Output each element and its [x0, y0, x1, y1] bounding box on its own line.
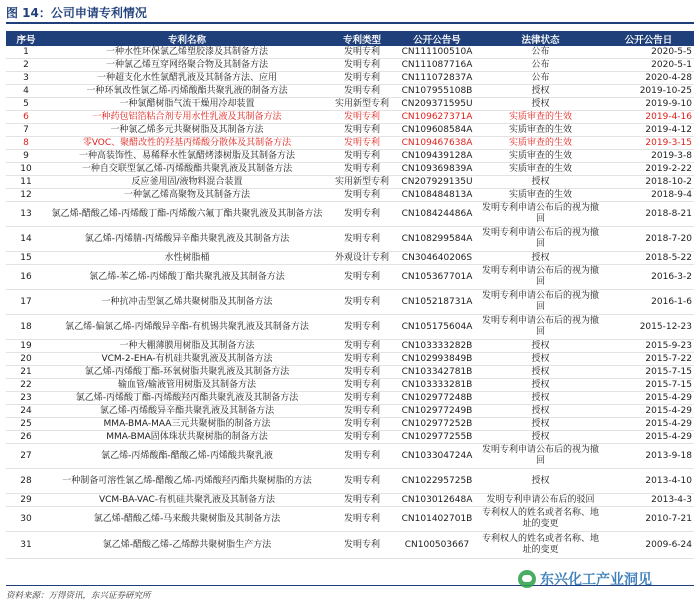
cell-pub-no: CN109369839A — [396, 163, 478, 176]
cell-pub-no: CN108484813A — [396, 189, 478, 202]
cell-type: 发明专利 — [328, 163, 396, 176]
cell-date: 2010-7-21 — [603, 507, 694, 532]
cell-name: 一种超支化水性氯醋乳液及其制备方法、应用 — [46, 72, 328, 85]
table-row — [6, 379, 694, 392]
table-row — [6, 59, 694, 72]
cell-pub-no: CN102295725B — [396, 469, 478, 494]
cell-pub-no: CN105218731A — [396, 290, 478, 315]
cell-type: 发明专利 — [328, 340, 396, 353]
cell-pub-no: CN109467638A — [396, 137, 478, 150]
cell-name: 一种水性环保氯乙烯塑胶漆及其制备方法 — [46, 46, 328, 59]
cell-no: 19 — [6, 340, 46, 353]
cell-date: 2015-4-29 — [603, 418, 694, 431]
cell-type: 发明专利 — [328, 46, 396, 59]
cell-no: 14 — [6, 227, 46, 252]
cell-type: 发明专利 — [328, 532, 396, 559]
cell-status: 公布 — [478, 46, 603, 59]
cell-date: 2015-4-29 — [603, 392, 694, 405]
table-row — [6, 227, 694, 252]
cell-status: 发明专利申请公布后的视为撤回 — [478, 202, 603, 227]
cell-status: 授权 — [478, 340, 603, 353]
cell-name: VCM-BA-VAC-有机硅共聚乳液及其制备方法 — [46, 494, 328, 507]
cell-date: 2015-7-15 — [603, 379, 694, 392]
cell-type: 发明专利 — [328, 72, 396, 85]
table-row — [6, 366, 694, 379]
cell-status: 发明专利申请公布后的视为撤回 — [478, 265, 603, 290]
cell-no: 12 — [6, 189, 46, 202]
cell-no: 5 — [6, 98, 46, 111]
cell-date: 2015-4-29 — [603, 431, 694, 444]
table-body — [6, 46, 694, 559]
cell-status: 发明专利申请公布后的视为撤回 — [478, 290, 603, 315]
table-row — [6, 124, 694, 137]
cell-type: 发明专利 — [328, 111, 396, 124]
cell-type: 发明专利 — [328, 290, 396, 315]
cell-status: 实质审查的生效 — [478, 111, 603, 124]
cell-no: 24 — [6, 405, 46, 418]
cell-date: 2013-4-10 — [603, 469, 694, 494]
cell-date: 2018-7-20 — [603, 227, 694, 252]
cell-date: 2018-10-2 — [603, 176, 694, 189]
table-row — [6, 431, 694, 444]
cell-date: 2018-9-4 — [603, 189, 694, 202]
table-row — [6, 202, 694, 227]
cell-name: 氯乙烯-醋酸乙烯-丙烯酸丁酯-丙烯酸六氟丁酯共聚乳液及其制备方法 — [46, 202, 328, 227]
cell-name: 氯乙烯-丙烯酸异辛酯共聚乳液及其制备方法 — [46, 405, 328, 418]
cell-pub-no: CN109608584A — [396, 124, 478, 137]
cell-name: 一种药包铝箔粘合剂专用水性乳液及其制备方法 — [46, 111, 328, 124]
cell-date: 2020-4-28 — [603, 72, 694, 85]
cell-no: 8 — [6, 137, 46, 150]
cell-name: 一种氯醋树脂气流干燥用冷却装置 — [46, 98, 328, 111]
cell-type: 发明专利 — [328, 379, 396, 392]
table-row — [6, 252, 694, 265]
cell-name: 氯乙烯-醋酸乙烯-乙烯醇共聚树脂生产方法 — [46, 532, 328, 559]
cell-status: 授权 — [478, 366, 603, 379]
cell-no: 10 — [6, 163, 46, 176]
cell-no: 22 — [6, 379, 46, 392]
cell-type: 发明专利 — [328, 315, 396, 340]
cell-name: 一种氯乙烯高聚物及其制备方法 — [46, 189, 328, 202]
cell-no: 4 — [6, 85, 46, 98]
cell-name: 输血管/输液管用树脂及其制备方法 — [46, 379, 328, 392]
cell-name: VCM-2-EHA-有机硅共聚乳液及其制备方法 — [46, 353, 328, 366]
cell-type: 发明专利 — [328, 265, 396, 290]
watermark-text: 东兴化工产业洞见 — [540, 572, 652, 588]
cell-type: 发明专利 — [328, 59, 396, 72]
cell-date: 2019-4-16 — [603, 111, 694, 124]
cell-pub-no: CN209371595U — [396, 98, 478, 111]
cell-pub-no: CN103342781B — [396, 366, 478, 379]
table-header-row — [6, 31, 694, 46]
cell-type: 发明专利 — [328, 137, 396, 150]
cell-type: 外观设计专利 — [328, 252, 396, 265]
cell-pub-no: CN111087716A — [396, 59, 478, 72]
header-pub-no: 公开公告号 — [396, 31, 478, 46]
cell-pub-no: CN107955108B — [396, 85, 478, 98]
cell-name: 零VOC、聚醋改性的羟基丙烯酸分散体及其制备方法 — [46, 137, 328, 150]
table-row — [6, 163, 694, 176]
cell-no: 9 — [6, 150, 46, 163]
cell-pub-no: CN105367701A — [396, 265, 478, 290]
cell-no: 13 — [6, 202, 46, 227]
cell-no: 3 — [6, 72, 46, 85]
cell-date: 2019-3-15 — [603, 137, 694, 150]
cell-pub-no: CN102993849B — [396, 353, 478, 366]
cell-name: 一种环氧改性氯乙烯-丙烯酸酯共聚乳液的制备方法 — [46, 85, 328, 98]
table-row — [6, 189, 694, 202]
cell-type: 发明专利 — [328, 392, 396, 405]
cell-status: 授权 — [478, 353, 603, 366]
cell-date: 2016-3-2 — [603, 265, 694, 290]
cell-pub-no: CN102977249B — [396, 405, 478, 418]
cell-status: 发明专利申请公布后的视为撤回 — [478, 315, 603, 340]
cell-no: 29 — [6, 494, 46, 507]
cell-date: 2013-4-3 — [603, 494, 694, 507]
cell-no: 27 — [6, 444, 46, 469]
cell-name: 氯乙烯-丙烯腈-丙烯酸异辛酯共聚乳液及其制备方法 — [46, 227, 328, 252]
table-row — [6, 98, 694, 111]
table-row — [6, 111, 694, 124]
cell-type: 发明专利 — [328, 418, 396, 431]
cell-name: 一种高装饰性、易稀释水性氯醋烤漆树脂及其制备方法 — [46, 150, 328, 163]
cell-date: 2020-5-5 — [603, 46, 694, 59]
cell-pub-no: CN207929135U — [396, 176, 478, 189]
cell-date: 2015-12-23 — [603, 315, 694, 340]
table-row — [6, 494, 694, 507]
cell-status: 公布 — [478, 59, 603, 72]
cell-no: 16 — [6, 265, 46, 290]
cell-no: 2 — [6, 59, 46, 72]
cell-status: 发明专利申请公布后的视为撤回 — [478, 227, 603, 252]
cell-date: 2009-6-24 — [603, 532, 694, 559]
cell-name: 一种大棚薄膜用树脂及其制备方法 — [46, 340, 328, 353]
cell-name: 氯乙烯-丙烯酸丁酯-丙烯酸羟丙酯共聚乳液及其制备方法 — [46, 392, 328, 405]
table-row — [6, 353, 694, 366]
cell-pub-no: CN109439128A — [396, 150, 478, 163]
table-row — [6, 85, 694, 98]
cell-pub-no: CN102977248B — [396, 392, 478, 405]
cell-status: 授权 — [478, 418, 603, 431]
cell-no: 6 — [6, 111, 46, 124]
cell-no: 1 — [6, 46, 46, 59]
cell-name: 氯乙烯-偏氯乙烯-丙烯酸异辛酯-有机锡共聚乳液及其制备方法 — [46, 315, 328, 340]
table-row — [6, 392, 694, 405]
cell-type: 发明专利 — [328, 366, 396, 379]
cell-pub-no: CN100503667 — [396, 532, 478, 559]
cell-date: 2013-9-18 — [603, 444, 694, 469]
cell-name: 氯乙烯-苯乙烯-丙烯酸丁酯共聚乳液及其制备方法 — [46, 265, 328, 290]
table-row — [6, 444, 694, 469]
cell-no: 28 — [6, 469, 46, 494]
cell-pub-no: CN105175604A — [396, 315, 478, 340]
cell-status: 授权 — [478, 431, 603, 444]
cell-pub-no: CN102977255B — [396, 431, 478, 444]
cell-pub-no: CN111072837A — [396, 72, 478, 85]
cell-status: 授权 — [478, 379, 603, 392]
cell-type: 发明专利 — [328, 469, 396, 494]
header-name: 专利名称 — [46, 31, 328, 46]
cell-type: 实用新型专利 — [328, 176, 396, 189]
cell-pub-no: CN109627371A — [396, 111, 478, 124]
cell-no: 17 — [6, 290, 46, 315]
cell-no: 20 — [6, 353, 46, 366]
cell-no: 11 — [6, 176, 46, 189]
cell-type: 发明专利 — [328, 189, 396, 202]
cell-pub-no: CN304640206S — [396, 252, 478, 265]
cell-status: 授权 — [478, 85, 603, 98]
cell-no: 31 — [6, 532, 46, 559]
header-type: 专利类型 — [328, 31, 396, 46]
cell-status: 专利权人的姓名或者名称、地址的变更 — [478, 507, 603, 532]
cell-pub-no: CN108299584A — [396, 227, 478, 252]
figure-title-bar — [6, 2, 694, 24]
wechat-icon — [518, 570, 536, 588]
patent-table — [6, 31, 694, 559]
cell-date: 2019-10-25 — [603, 85, 694, 98]
cell-date: 2015-7-22 — [603, 353, 694, 366]
cell-type: 发明专利 — [328, 353, 396, 366]
cell-name: 一种氯乙烯多元共聚树脂及其制备方法 — [46, 124, 328, 137]
cell-name: 一种氯乙烯互穿网络聚合物及其制备方法 — [46, 59, 328, 72]
cell-status: 发明专利申请公布后的驳回 — [478, 494, 603, 507]
cell-status: 实质审查的生效 — [478, 124, 603, 137]
table-row — [6, 265, 694, 290]
table-row — [6, 340, 694, 353]
cell-date: 2019-4-12 — [603, 124, 694, 137]
cell-date: 2015-4-29 — [603, 405, 694, 418]
cell-no: 30 — [6, 507, 46, 532]
cell-type: 发明专利 — [328, 507, 396, 532]
cell-no: 15 — [6, 252, 46, 265]
cell-type: 发明专利 — [328, 494, 396, 507]
table-row — [6, 418, 694, 431]
table-row — [6, 315, 694, 340]
cell-pub-no: CN103012648A — [396, 494, 478, 507]
cell-type: 发明专利 — [328, 150, 396, 163]
table-row — [6, 72, 694, 85]
cell-name: 水性树脂桶 — [46, 252, 328, 265]
cell-status: 发明专利申请公布后的视为撤回 — [478, 444, 603, 469]
cell-no: 26 — [6, 431, 46, 444]
cell-name: 一种制备可溶性氯乙烯-醋酸乙烯-丙烯酸羟丙酯共聚树脂的方法 — [46, 469, 328, 494]
cell-status: 授权 — [478, 252, 603, 265]
cell-date: 2018-8-21 — [603, 202, 694, 227]
cell-name: MMA-BMA-MAA三元共聚树脂的制备方法 — [46, 418, 328, 431]
header-date: 公开公告日 — [603, 31, 694, 46]
cell-date: 2019-9-10 — [603, 98, 694, 111]
cell-date: 2015-9-23 — [603, 340, 694, 353]
table-row — [6, 137, 694, 150]
cell-status: 授权 — [478, 392, 603, 405]
cell-status: 专利权人的姓名或者名称、地址的变更 — [478, 532, 603, 559]
cell-pub-no: CN108424486A — [396, 202, 478, 227]
cell-status: 实质审查的生效 — [478, 189, 603, 202]
cell-type: 发明专利 — [328, 85, 396, 98]
cell-date: 2016-1-6 — [603, 290, 694, 315]
cell-no: 25 — [6, 418, 46, 431]
cell-pub-no: CN103333282B — [396, 340, 478, 353]
cell-status: 授权 — [478, 98, 603, 111]
cell-date: 2019-3-8 — [603, 150, 694, 163]
table-row — [6, 150, 694, 163]
table-row — [6, 176, 694, 189]
cell-name: 氯乙烯-丙烯酸丁酯-环氧树脂共聚乳液及其制备方法 — [46, 366, 328, 379]
cell-date: 2019-2-22 — [603, 163, 694, 176]
cell-name: MMA-BMA固体珠状共聚树脂的制备方法 — [46, 431, 328, 444]
cell-type: 发明专利 — [328, 431, 396, 444]
cell-type: 发明专利 — [328, 227, 396, 252]
cell-date: 2020-5-1 — [603, 59, 694, 72]
cell-name: 氯乙烯-醋酸乙烯-马来酸共聚树脂及其制备方法 — [46, 507, 328, 532]
cell-type: 发明专利 — [328, 124, 396, 137]
table-row — [6, 469, 694, 494]
cell-no: 18 — [6, 315, 46, 340]
cell-type: 发明专利 — [328, 202, 396, 227]
source-note: 资料来源：万得资讯，东兴证券研究所 — [6, 591, 151, 601]
cell-pub-no: CN103304724A — [396, 444, 478, 469]
cell-status: 实质审查的生效 — [478, 137, 603, 150]
table-row — [6, 290, 694, 315]
header-status: 法律状态 — [478, 31, 603, 46]
cell-name: 氯乙烯-丙烯酸酯-醋酸乙烯-丙烯酸共聚乳液 — [46, 444, 328, 469]
cell-status: 实质审查的生效 — [478, 150, 603, 163]
header-no: 序号 — [6, 31, 46, 46]
cell-date: 2015-7-15 — [603, 366, 694, 379]
cell-pub-no: CN111100510A — [396, 46, 478, 59]
table-row — [6, 532, 694, 559]
cell-type: 发明专利 — [328, 405, 396, 418]
figure-title: 图 14：公司申请专利情况 — [6, 6, 147, 20]
cell-no: 21 — [6, 366, 46, 379]
cell-status: 实质审查的生效 — [478, 163, 603, 176]
cell-type: 实用新型专利 — [328, 98, 396, 111]
cell-status: 授权 — [478, 405, 603, 418]
cell-name: 反应釜用固/液物料混合装置 — [46, 176, 328, 189]
watermark — [518, 568, 652, 590]
cell-status: 授权 — [478, 469, 603, 494]
cell-name: 一种抗冲击型氯乙烯共聚树脂及其制备方法 — [46, 290, 328, 315]
cell-type: 发明专利 — [328, 444, 396, 469]
cell-pub-no: CN101402701B — [396, 507, 478, 532]
cell-no: 7 — [6, 124, 46, 137]
cell-pub-no: CN102977252B — [396, 418, 478, 431]
cell-pub-no: CN103333281B — [396, 379, 478, 392]
table-row — [6, 405, 694, 418]
cell-date: 2018-5-22 — [603, 252, 694, 265]
cell-no: 23 — [6, 392, 46, 405]
cell-status: 公布 — [478, 72, 603, 85]
table-row — [6, 46, 694, 59]
cell-status: 授权 — [478, 176, 603, 189]
cell-name: 一种自交联型氯乙烯-丙烯酸酯共聚乳液及其制备方法 — [46, 163, 328, 176]
table-row — [6, 507, 694, 532]
